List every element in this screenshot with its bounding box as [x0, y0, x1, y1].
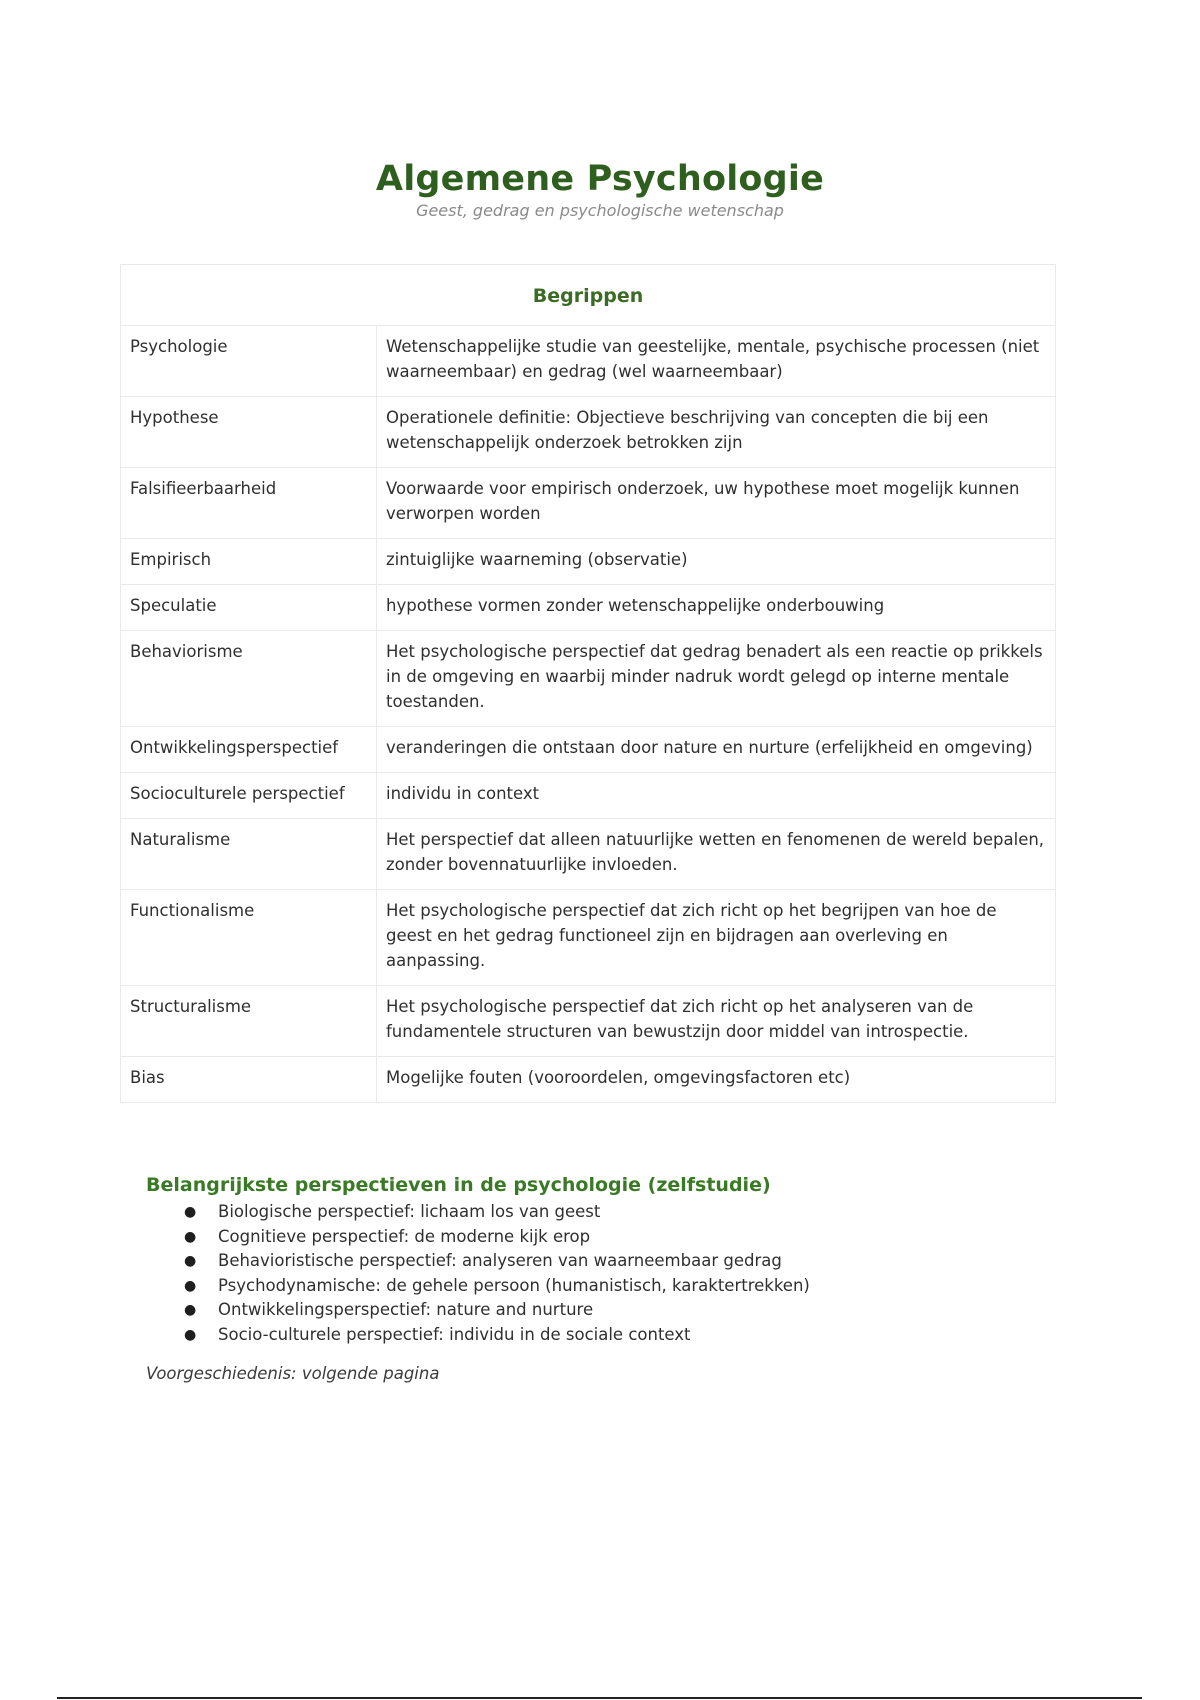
table-row	[121, 397, 1056, 468]
table-row	[121, 326, 1056, 397]
page-title: Algemene Psychologie	[375, 159, 825, 199]
list-item-text: Cognitieve perspectief: de moderne kijk erop	[218, 1226, 591, 1246]
table-row	[121, 890, 1056, 986]
terms-table	[120, 264, 1056, 1103]
term-cell: Falsifieerbaarheid	[121, 468, 377, 539]
next-page-note: Voorgeschiedenis: volgende pagina	[146, 1363, 440, 1383]
term-cell: Naturalisme	[121, 819, 377, 890]
page-subtitle: Geest, gedrag en psychologische wetenschap	[416, 201, 784, 220]
table-header-row	[121, 265, 1056, 326]
term-cell: Functionalisme	[121, 890, 377, 986]
bullet-icon: ●	[184, 1253, 197, 1270]
list-item-text: Behavioristische perspectief: analyseren van waarneembaar gedrag	[218, 1251, 782, 1271]
bullet-icon: ●	[184, 1326, 197, 1343]
definition-cell: Het psychologische perspectief dat gedrag benadert als een reactie op prikkels in de omgeving en waarbij minder nadruk wordt gelegd op interne mentale toestanden.	[377, 631, 1056, 727]
definition-cell: Operationele definitie: Objectieve beschrijving van concepten die bij een wetenschappelijk onderzoek betrokken zijn	[377, 397, 1056, 468]
bullet-icon: ●	[184, 1277, 197, 1294]
definition-cell: Het perspectief dat alleen natuurlijke wetten en fenomenen de wereld bepalen, zonder bovennatuurlijke invloeden.	[377, 819, 1056, 890]
table-row	[121, 773, 1056, 819]
table-row	[121, 1057, 1056, 1103]
definition-cell: Wetenschappelijke studie van geestelijke, mentale, psychische processen (niet waarneembaar) en gedrag (wel waarneembaar)	[377, 326, 1056, 397]
term-cell: Bias	[121, 1057, 377, 1103]
definition-cell: Voorwaarde voor empirisch onderzoek, uw hypothese moet mogelijk kunnen verworpen worden	[377, 468, 1056, 539]
perspectives-section	[146, 1172, 1046, 1383]
term-cell: Psychologie	[121, 326, 377, 397]
term-cell: Hypothese	[121, 397, 377, 468]
table-row	[121, 727, 1056, 773]
table-row	[121, 468, 1056, 539]
definition-cell: hypothese vormen zonder wetenschappelijke onderbouwing	[377, 585, 1056, 631]
definition-cell: individu in context	[377, 773, 1056, 819]
footer-divider	[57, 1697, 1142, 1699]
table-row	[121, 986, 1056, 1057]
term-cell: Empirisch	[121, 539, 377, 585]
term-cell: Ontwikkelingsperspectief	[121, 727, 377, 773]
table-row	[121, 631, 1056, 727]
definition-cell: Het psychologische perspectief dat zich richt op het analyseren van de fundamentele structuren van bewustzijn door middel van introspectie.	[377, 986, 1056, 1057]
list-item-text: Socio-culturele perspectief: individu in de sociale context	[218, 1324, 691, 1344]
table-row	[121, 585, 1056, 631]
bullet-icon: ●	[184, 1228, 197, 1245]
definition-cell: zintuiglijke waarneming (observatie)	[377, 539, 1056, 585]
term-cell: Socioculturele perspectief	[121, 773, 377, 819]
term-cell: Speculatie	[121, 585, 377, 631]
definition-cell: Het psychologische perspectief dat zich richt op het begrijpen van hoe de geest en het gedrag functioneel zijn en bijdragen aan overleving en aanpassing.	[377, 890, 1056, 986]
list-item-text: Biologische perspectief: lichaam los van geest	[218, 1202, 601, 1221]
list-item	[146, 1323, 1046, 1348]
list-item-text: Psychodynamische: de gehele persoon (humanistisch, karaktertrekken)	[218, 1275, 810, 1295]
list-item	[146, 1200, 1046, 1225]
term-cell: Structuralisme	[121, 986, 377, 1057]
list-item	[146, 1225, 1046, 1250]
definition-cell: Mogelijke fouten (vooroordelen, omgevingsfactoren etc)	[377, 1057, 1056, 1103]
table-row	[121, 539, 1056, 585]
list-item	[146, 1298, 1046, 1323]
term-cell: Behaviorisme	[121, 631, 377, 727]
list-item	[146, 1249, 1046, 1274]
table-row	[121, 819, 1056, 890]
list-item-text: Ontwikkelingsperspectief: nature and nurture	[218, 1300, 594, 1320]
perspectives-heading: Belangrijkste perspectieven in de psychologie (zelfstudie)	[146, 1174, 771, 1196]
page-header	[0, 158, 1200, 220]
perspectives-list	[146, 1200, 1046, 1348]
definition-cell: veranderingen die ontstaan door nature en nurture (erfelijkheid en omgeving)	[377, 727, 1056, 773]
list-item	[146, 1274, 1046, 1299]
table-heading: Begrippen	[121, 265, 1056, 326]
bullet-icon: ●	[184, 1302, 197, 1319]
bullet-icon: ●	[184, 1204, 197, 1220]
